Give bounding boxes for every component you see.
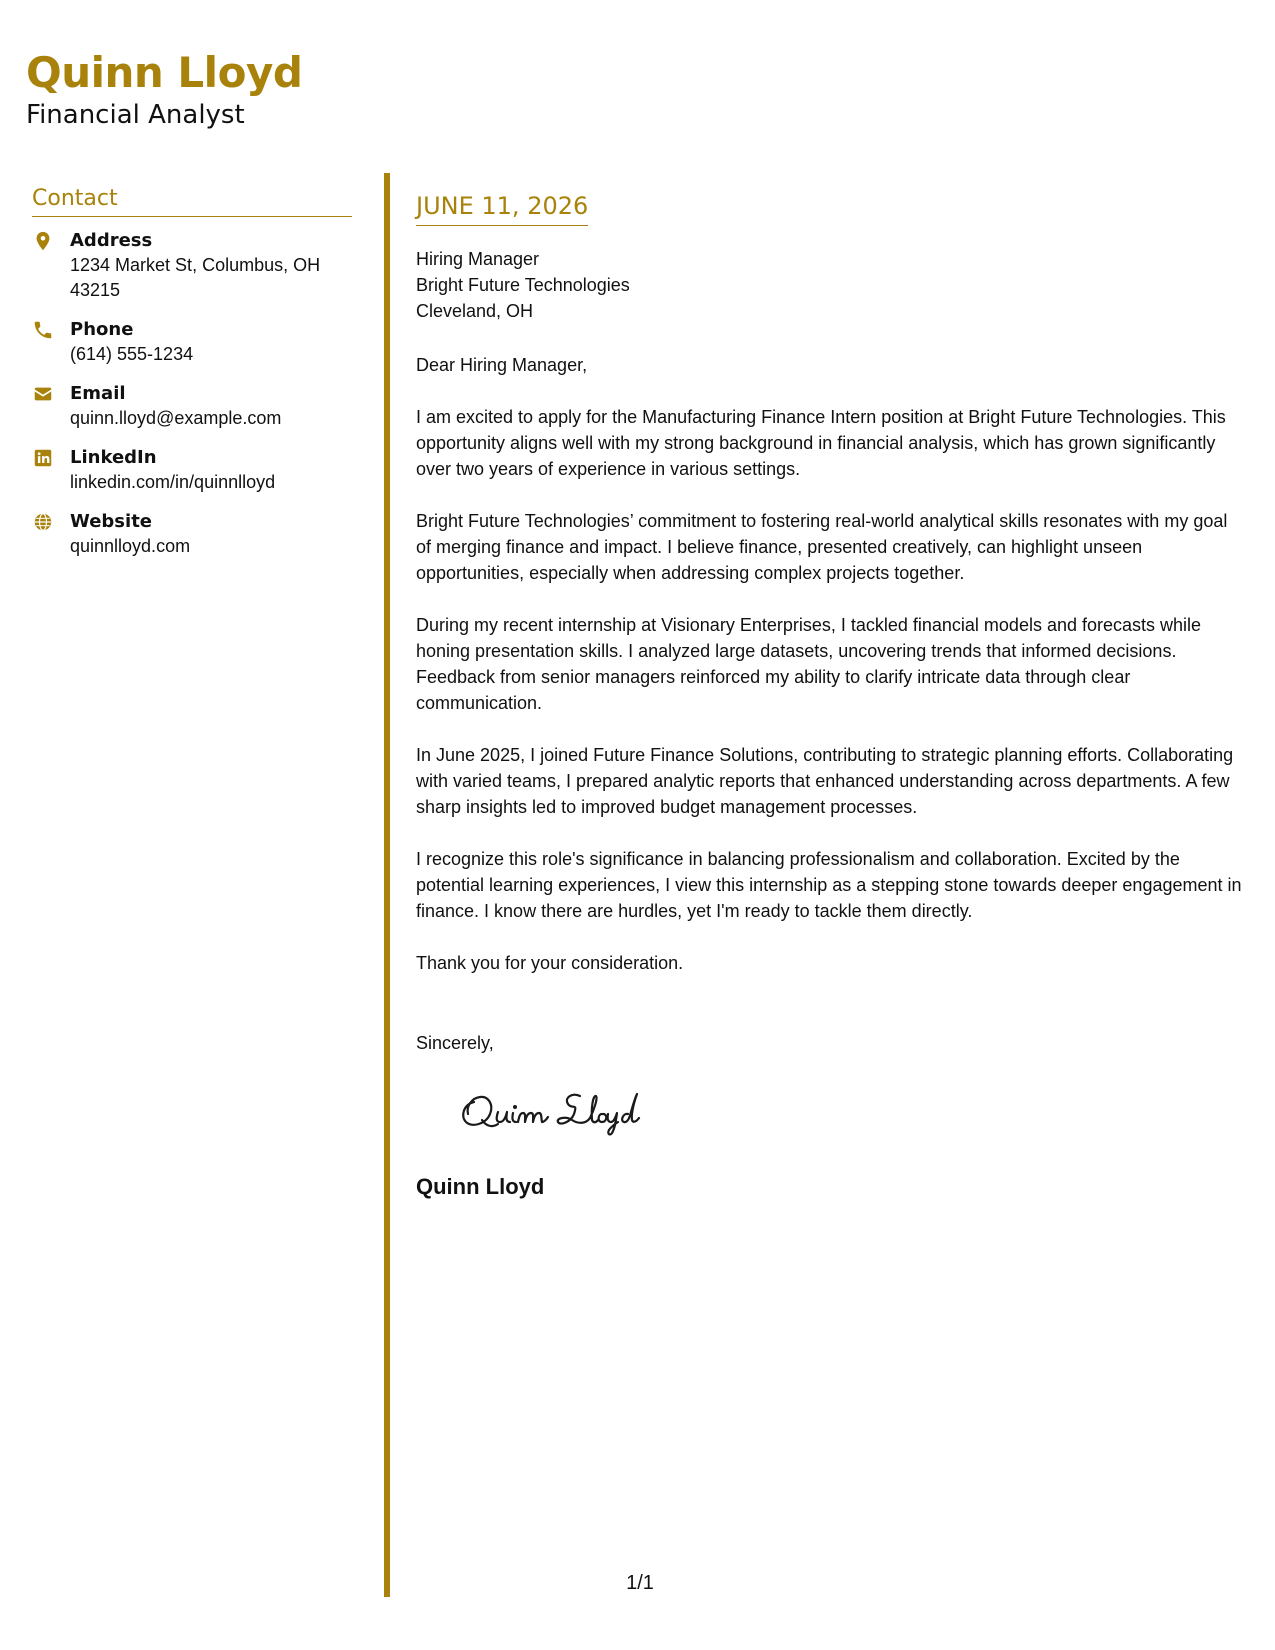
column-divider bbox=[384, 173, 390, 1597]
letter-paragraph: In June 2025, I joined Future Finance Solutions, contributing to strategic planning efforts. Collaborating with varied teams, I prepared analytic reports that enhanced understanding across departments. A few sharp insights led to improved budget management processes. bbox=[416, 745, 1234, 817]
contact-item-address bbox=[32, 229, 352, 303]
contact-list bbox=[32, 229, 352, 559]
contact-item-linkedin bbox=[32, 446, 352, 495]
contact-sidebar bbox=[32, 186, 352, 574]
thanks-line: Thank you for your consideration. bbox=[416, 953, 684, 973]
contact-heading: Contact bbox=[32, 186, 352, 217]
salutation: Dear Hiring Manager, bbox=[416, 355, 588, 375]
letter-paragraph: During my recent internship at Visionary Enterprises, I tackled financial models and forecasts while honing presentation skills. I analyzed large datasets, uncovering trends that informed decisions. Feedback from senior managers reinforced my ability to clarify intricate data through clear communication. bbox=[416, 615, 1202, 713]
address-value: 1234 Market St, Columbus, OH 43215 bbox=[70, 255, 321, 300]
phone-icon bbox=[32, 319, 54, 341]
website-value[interactable]: quinnlloyd.com bbox=[70, 536, 191, 556]
handwritten-signature bbox=[452, 1080, 652, 1140]
contact-item-website bbox=[32, 510, 352, 559]
recipient-title: Hiring Manager bbox=[416, 249, 540, 269]
contact-label: Email bbox=[70, 383, 126, 404]
recipient-block bbox=[416, 246, 1246, 324]
contact-item-email bbox=[32, 382, 352, 431]
date-block bbox=[416, 190, 588, 226]
resume-header bbox=[26, 48, 302, 132]
phone-value[interactable]: (614) 555-1234 bbox=[70, 344, 194, 364]
recipient-company: Bright Future Technologies bbox=[416, 275, 630, 295]
recipient-location: Cleveland, OH bbox=[416, 301, 534, 321]
linkedin-icon bbox=[32, 447, 54, 469]
email-value[interactable]: quinn.lloyd@example.com bbox=[70, 408, 282, 428]
contact-item-phone bbox=[32, 318, 352, 367]
applicant-name: Quinn Lloyd bbox=[26, 48, 303, 97]
contact-label: LinkedIn bbox=[70, 447, 157, 468]
contact-label: Phone bbox=[70, 319, 134, 340]
globe-icon bbox=[32, 511, 54, 533]
letter-paragraph: I am excited to apply for the Manufacturing Finance Intern position at Bright Future Technologies. This opportunity aligns well with my strong background in financial analysis, which has grown significantly over two years of experience in various settings. bbox=[416, 407, 1226, 479]
letter-date: JUNE 11, 2026 bbox=[416, 192, 589, 220]
applicant-role: Financial Analyst bbox=[26, 100, 245, 130]
letter-paragraph: I recognize this role's significance in balancing professionalism and collaboration. Excited by the potential learning experiences, I view this internship as a stepping stone towards deeper engagement in finance. I know there are hurdles, yet I'm ready to tackle them directly. bbox=[416, 849, 1242, 921]
contact-label: Website bbox=[70, 511, 153, 532]
signed-name: Quinn Lloyd bbox=[416, 1174, 545, 1199]
page-number: 1/1 bbox=[626, 1572, 654, 1594]
contact-label: Address bbox=[70, 230, 153, 251]
closing-line: Sincerely, bbox=[416, 1033, 494, 1053]
map-pin-icon bbox=[32, 230, 54, 252]
letter-paragraph: Bright Future Technologies’ commitment to fostering real-world analytical skills resonates with my goal of merging finance and impact. I believe finance, presented creatively, can highlight unseen opportunities, especially when addressing complex projects together. bbox=[416, 511, 1228, 583]
linkedin-value[interactable]: linkedin.com/in/quinnlloyd bbox=[70, 472, 276, 492]
envelope-icon bbox=[32, 383, 54, 405]
letter-body bbox=[416, 190, 1246, 1201]
